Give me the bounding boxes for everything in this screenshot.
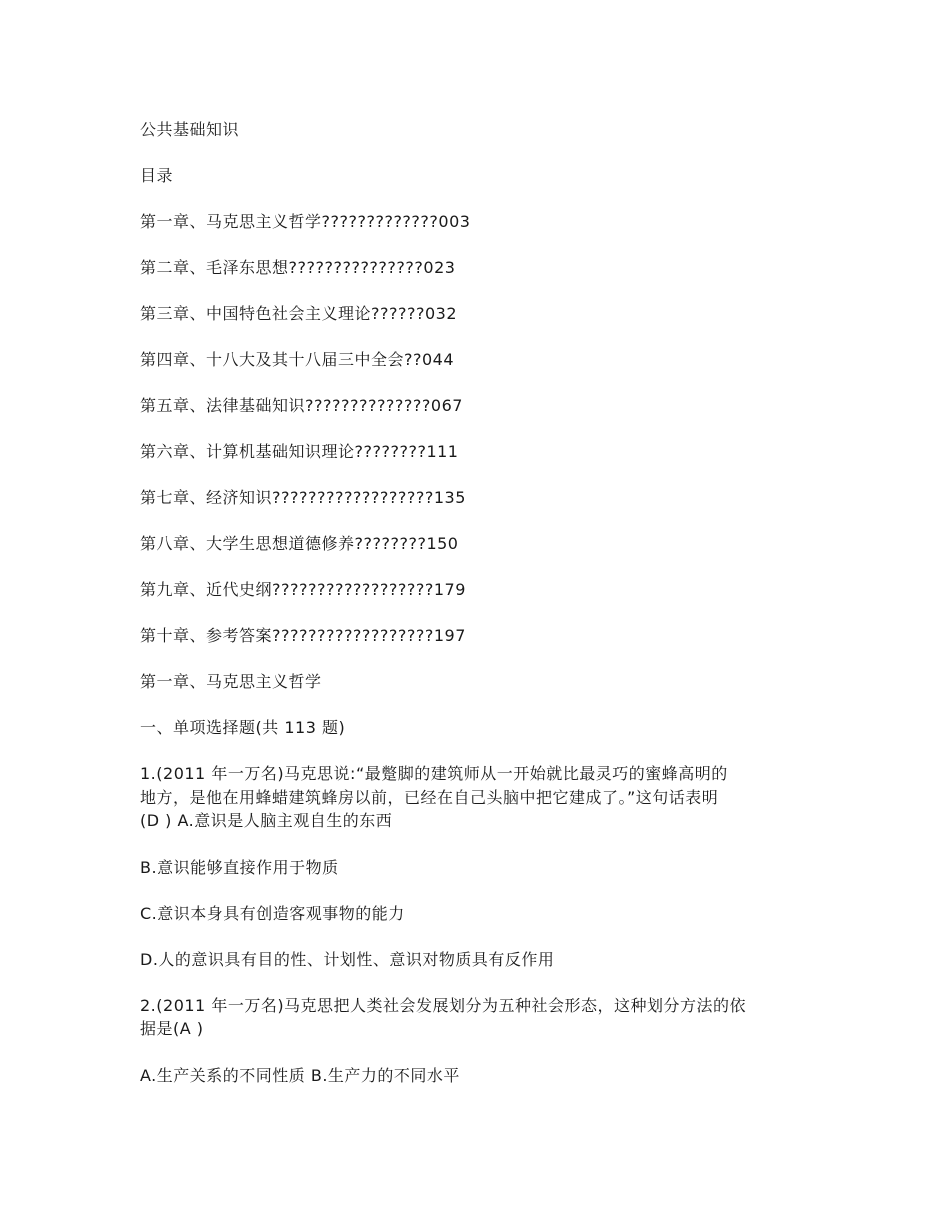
question-2-options: A.生产关系的不同性质 B.生产力的不同水平 <box>140 1065 460 1085</box>
question-2-stem-line: 2.(2011 年一万名)马克思把人类社会发展划分为五种社会形态，这种划分方法的依 <box>140 995 747 1015</box>
section-heading: 一、单项选择题(共 113 题) <box>140 718 346 737</box>
question-1-option-c: C.意识本身具有创造客观事物的能力 <box>140 903 405 923</box>
toc-entry: 第八章、大学生思想道德修养????????150 <box>140 534 459 553</box>
toc-entry: 第一章、马克思主义哲学?????????????003 <box>140 212 471 231</box>
question-1-option-b: B.意识能够直接作用于物质 <box>140 857 339 877</box>
question-1 <box>140 762 820 833</box>
document-title: 公共基础知识 <box>140 120 240 139</box>
toc-entry: 第七章、经济知识??????????????????135 <box>140 488 466 507</box>
toc-entry: 第九章、近代史纲??????????????????179 <box>140 580 466 599</box>
toc-entry: 第三章、中国特色社会主义理论??????032 <box>140 304 457 323</box>
toc-entry: 第十章、参考答案??????????????????197 <box>140 626 466 645</box>
question-1-stem-line: 1.(2011 年一万名)马克思说:“最蹩脚的建筑师从一开始就比最灵巧的蜜蜂高明的 <box>140 764 728 783</box>
toc-entry: 第五章、法律基础知识??????????????067 <box>140 396 463 415</box>
toc-entry: 第六章、计算机基础知识理论????????111 <box>140 442 459 461</box>
question-1-stem-line: 地方，是他在用蜂蜡建筑蜂房以前，已经在自己头脑中把它建成了。”这句话表明 <box>140 787 719 807</box>
toc-entry: 第二章、毛泽东思想???????????????023 <box>140 258 456 277</box>
question-2-stem-line: 据是(A ) <box>140 1019 204 1038</box>
question-1-stem-line: (D ) A.意识是人脑主观自生的东西 <box>140 811 393 830</box>
toc-entry: 第四章、十八大及其十八届三中全会??044 <box>140 350 455 369</box>
toc-heading: 目录 <box>140 166 174 185</box>
question-1-option-d: D.人的意识具有目的性、计划性、意识对物质具有反作用 <box>140 949 555 969</box>
chapter-heading: 第一章、马克思主义哲学 <box>140 672 322 691</box>
document-page <box>140 118 820 1110</box>
question-2 <box>140 994 820 1041</box>
